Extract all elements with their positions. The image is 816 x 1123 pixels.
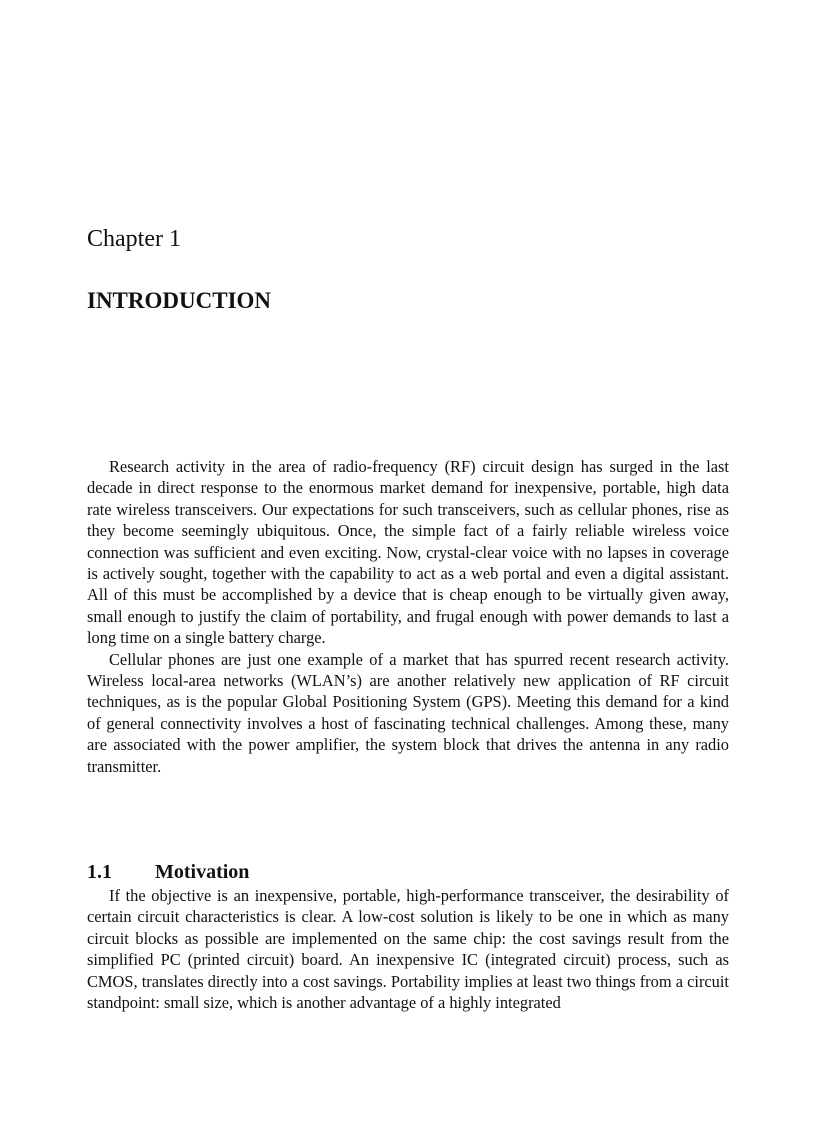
section-title: Motivation — [155, 861, 250, 883]
book-page — [87, 0, 729, 1123]
motivation-paragraph-1: If the objective is an inexpensive, portable, high-performance transceiver, the desirability of certain circuit characteristics is clear. A low-cost solution is likely to be one in which as many circuit blocks as possible are implemented on the same chip: the cost savings result from the simplified PC (printed circuit) board. An inexpensive IC (integrated circuit) process, such as CMOS, translates directly into a cost savings. Portability implies at least two things from a circuit standpoint: small size, which is another advantage of a highly integrated — [87, 886, 729, 1013]
chapter-title: INTRODUCTION — [87, 288, 272, 313]
section-number: 1.1 — [87, 861, 112, 883]
intro-text — [87, 456, 729, 777]
intro-paragraph-1: Research activity in the area of radio-frequency (RF) circuit design has surged in the last decade in direct response to the enormous market demand for inexpensive, portable, high data rate wireless transceivers. Our expectations for such transceivers, such as cellular phones, rise as they become seemingly ubiquitous. Once, the simple fact of a fairly reliable wireless voice connection was sufficient and even exciting. Now, crystal-clear voice with no lapses in coverage is actively sought, together with the capability to act as a web portal and even a digital assistant. All of this must be accomplished by a device that is cheap enough to be virtually given away, small enough to justify the claim of portability, and frugal enough with power demands to last a long time on a single battery charge. — [87, 457, 729, 648]
intro-paragraph-2: Cellular phones are just one example of a market that has spurred recent research activity. Wireless local-area networks (WLAN’s) are another relatively new application of RF circuit techniques, as is the popular Global Positioning System (GPS). Meeting this demand for a kind of general connectivity involves a host of fascinating technical challenges. Among these, many are associated with the power amplifier, the system block that drives the antenna in any radio transmitter. — [87, 649, 729, 776]
chapter-label: Chapter 1 — [87, 226, 181, 252]
section-heading — [87, 859, 249, 885]
motivation-text — [87, 885, 729, 1013]
